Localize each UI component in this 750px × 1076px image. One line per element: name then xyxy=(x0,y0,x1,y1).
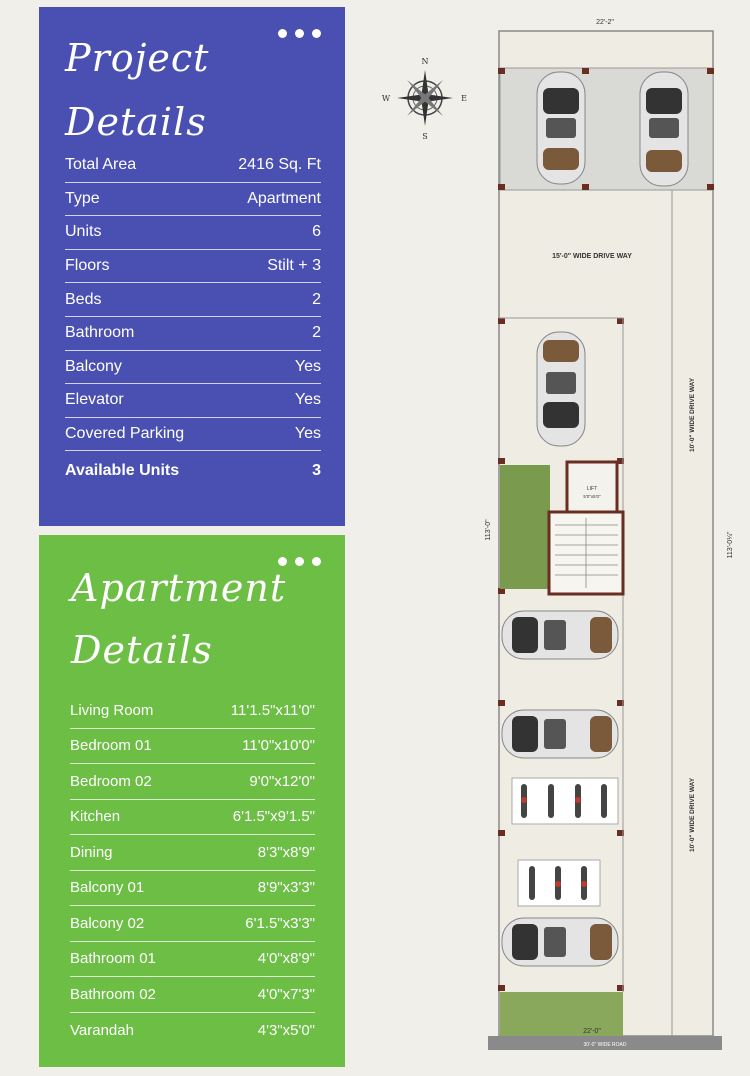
car-icon xyxy=(537,72,585,184)
detail-label: Beds xyxy=(65,290,102,308)
compass-w: W xyxy=(381,94,391,103)
detail-row xyxy=(65,351,321,385)
room-row xyxy=(70,729,315,765)
detail-row xyxy=(65,149,321,183)
detail-row xyxy=(65,384,321,418)
detail-row xyxy=(65,250,321,284)
compass-e: E xyxy=(461,94,467,103)
room-size: 11'1.5"x11'0" xyxy=(230,701,315,719)
room-row xyxy=(70,1013,315,1049)
more-options-icon[interactable] xyxy=(278,29,321,38)
car-icon xyxy=(640,72,688,186)
garden-area xyxy=(500,992,623,1036)
detail-label: Elevator xyxy=(65,391,124,409)
detail-row xyxy=(65,283,321,317)
detail-label: Type xyxy=(65,189,100,207)
room-label: Kitchen xyxy=(70,808,121,826)
room-label: Dining xyxy=(70,843,113,861)
detail-row xyxy=(65,183,321,217)
room-label: Balcony 01 xyxy=(70,879,145,897)
apartment-details-panel xyxy=(39,535,345,1067)
detail-label: Units xyxy=(65,223,102,241)
project-title-line1: Project xyxy=(65,36,210,80)
detail-label: Available Units xyxy=(65,462,180,480)
room-size: 8'3"x8'9" xyxy=(257,843,315,861)
room-label: Living Room xyxy=(70,701,154,719)
garden-area xyxy=(500,465,550,589)
project-title-line2: Details xyxy=(65,100,207,144)
project-details-list xyxy=(65,149,321,491)
room-row xyxy=(70,942,315,978)
detail-value: 2 xyxy=(312,324,321,342)
detail-row xyxy=(65,216,321,250)
left-dimension: 113'-0" xyxy=(485,519,492,541)
detail-value: 6 xyxy=(312,223,321,241)
room-size: 11'0"x10'0" xyxy=(242,737,315,755)
detail-label: Total Area xyxy=(65,156,137,174)
room-row xyxy=(70,977,315,1013)
room-size: 4'0"x8'9" xyxy=(257,950,315,968)
apartment-title-line1: Apartment xyxy=(71,566,287,610)
detail-value: 3 xyxy=(312,462,321,480)
side-driveway-label: 10'-0" WIDE DRIVE WAY xyxy=(689,777,696,853)
detail-row xyxy=(65,317,321,351)
compass-n: N xyxy=(421,57,429,66)
room-size: 9'0"x12'0" xyxy=(249,772,315,790)
room-row xyxy=(70,835,315,871)
side-driveway-label: 10'-0" WIDE DRIVE WAY xyxy=(689,377,696,453)
car-icon xyxy=(502,918,618,966)
project-details-panel xyxy=(39,7,345,526)
detail-value: Apartment xyxy=(247,189,321,207)
compass-icon xyxy=(380,56,470,142)
room-size: 4'3"x5'0" xyxy=(257,1021,315,1039)
bottom-dimension: 22'-0" xyxy=(583,1028,601,1035)
room-label: Bathroom 01 xyxy=(70,950,156,968)
apartment-title-line2: Details xyxy=(71,628,213,672)
detail-value: 2 xyxy=(312,290,321,308)
detail-label: Covered Parking xyxy=(65,425,185,443)
car-icon xyxy=(537,332,585,446)
room-size: 4'0"x7'3" xyxy=(257,985,315,1003)
room-label: Balcony 02 xyxy=(70,914,145,932)
room-size: 8'9"x3'3" xyxy=(257,879,315,897)
detail-row xyxy=(65,418,321,452)
detail-value: 2416 Sq. Ft xyxy=(238,156,321,174)
detail-label: Balcony xyxy=(65,357,122,375)
compass-s: S xyxy=(422,132,428,141)
site-plan xyxy=(480,10,740,1060)
room-row xyxy=(70,906,315,942)
detail-label: Bathroom xyxy=(65,324,135,342)
driveway-label: 15'-0" WIDE DRIVE WAY xyxy=(552,253,632,260)
top-dimension: 22'-2" xyxy=(596,19,614,26)
detail-value: Yes xyxy=(294,357,321,375)
apartment-details-list xyxy=(70,693,315,1048)
detail-value: Stilt + 3 xyxy=(267,257,321,275)
room-row xyxy=(70,764,315,800)
lift-size: 5'0"x5'0" xyxy=(583,494,601,499)
detail-label: Floors xyxy=(65,257,110,275)
room-row xyxy=(70,693,315,729)
car-icon xyxy=(502,611,618,659)
room-label: Bedroom 01 xyxy=(70,737,152,755)
lift-label: LIFT xyxy=(586,486,598,492)
road-label: 30'-0" WIDE ROAD xyxy=(583,1042,627,1048)
room-size: 6'1.5"x3'3" xyxy=(245,914,315,932)
detail-value: Yes xyxy=(294,425,321,443)
car-icon xyxy=(502,710,618,758)
room-size: 6'1.5"x9'1.5" xyxy=(232,808,315,826)
room-label: Bedroom 02 xyxy=(70,772,152,790)
room-label: Varandah xyxy=(70,1021,134,1039)
room-row xyxy=(70,800,315,836)
room-label: Bathroom 02 xyxy=(70,985,156,1003)
detail-value: Yes xyxy=(294,391,321,409)
room-row xyxy=(70,871,315,907)
available-units-row xyxy=(65,451,321,491)
right-dimension: 113'-0¼" xyxy=(727,531,734,559)
